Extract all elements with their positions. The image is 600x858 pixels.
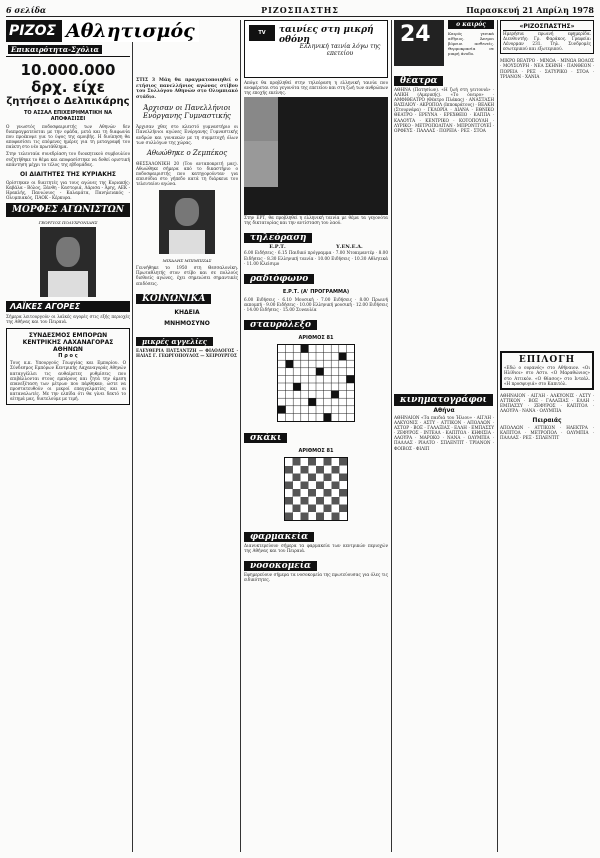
radio-schedule: 6.00 Ειδήσεις · 6.10 Μουσική · 7.00 Ειδήσεις · 8.00 Πρωινή εκπομπή · 9.00 Ειδήσεις · 10.00 Ελληνική μουσική · 12.00 Ειδήσεις · 14.00 Ειδήσεις · 15.00 Συναυλία — [244, 296, 388, 312]
tv-films-title: ταινίες στη μικρή οθόνη — [279, 25, 374, 45]
main-headline: 10.000.000 δρχ. είχε — [20, 61, 116, 96]
theatres-section: θέατρα — [394, 76, 443, 86]
acquittal-title: Αθωώθηκε ο Ζεμπέκος — [146, 148, 228, 157]
athlete-photo-2 — [159, 190, 215, 254]
chess-board — [284, 457, 348, 521]
selection-title: ΕΠΙΛΟΓΗ — [518, 355, 576, 366]
gymnastics-body: Άρχισαν χθες στο κλειστό γυμναστήριο οι Πανελλήνιοι αγώνες Ενόργανης Γυμναστικής ανδρών και γυναικών με τη συμμετοχή όλων των συλλόγων της χώρας. — [136, 124, 238, 145]
tv-icon: TV — [249, 25, 275, 41]
weather-body: Καιρός γενικά αίθριος. Άνεμοι βόρειοι ασθενείς. Θερμοκρασία σε μικρή άνοδο. — [448, 31, 494, 56]
sports-banner — [6, 20, 195, 42]
crossword-svg — [278, 345, 354, 421]
shirt-shape — [48, 271, 88, 297]
cinemas-list: ΑΘΗΝΑΙΟΝ «Τα παιδιά του Ήλιου» · ΑΙΓΛΗ · ΑΛΚΥΟΝΙΣ · ΑΣΤΥ · ΑΤΤΙΚΟΝ · ΑΠΟΛΛΩΝ · ΑΣΤΟΡ · ΒΟΞ · ΓΑΛΑΞΙΑΣ · ΕΛΛΗ · ΕΜΠΑΣΣΥ · ΖΕΦΥΡΟΣ · ΙΝΤΕΑΛ · ΚΑΠΙΤΟΛ · ΚΗΦΙΣΙΑ · ΛΑΟΥΡΑ · ΜΑΡΟΚΟ · ΝΑΝΑ · ΟΛΥΜΠΙΑ · ΠΑΛΛΑΣ · ΡΙΑΛΤΟ · ΣΠΛΕΝΤΙΤ · ΤΡΙΑΝΟΝ · ΦΟΙΒΟΣ · ΦΙΛΙΠ — [394, 415, 494, 451]
masthead-body: Ημερήσια πρωινή εφημερίδα. Διευθυντής: Γρ. Φαράκος. Γραφεία: Λένορμαν 231. Τηλ. Συνδρομές εσωτερικού και εξωτερικού. — [503, 31, 591, 52]
laikes-agores-title: ΛΑΪΚΕΣ ΑΓΟΡΕΣ — [6, 301, 130, 312]
athlete-name-2: ΜΙΧΑΛΗΣ ΜΠΙΜΠΙΖΑΣ — [162, 258, 212, 264]
face-shape — [56, 237, 80, 267]
weather-title: ο καιρός — [448, 20, 494, 29]
cinemas-section: κινηματογράφοι — [394, 394, 493, 406]
crossword-grid — [277, 344, 355, 422]
face-shape — [175, 198, 199, 226]
cinemas-list-2: ΑΘΗΝΑΙΟΝ · ΑΙΓΛΗ · ΑΛΚΥΟΝΙΣ · ΑΣΤΥ · ΑΤΤΙΚΟΝ · ΒΟΞ · ΓΑΛΑΞΙΑΣ · ΕΛΛΗ · ΕΜΠΑΣΣΥ · ΖΕΦΥΡΟΣ · ΚΑΠΙΤΟΛ · ΛΑΟΥΡΑ · ΝΑΝΑ · ΟΛΥΜΠΙΑ — [500, 392, 594, 414]
notice-body: Τους κ.κ. Υπουργούς Γεωργίας και Εμπορίου. Ο Σύνδεσμος Εμπόρων Κεντρικής Λαχαναγοράς Αθηνών καταγγέλλει τις αυθαίρετες ρυθμίσεις που επιβάλλονται στους εμπόρους και ζητά την άμεση επανεξέταση των μέτρων που πάρθηκαν, ώστε να προστατευθούν οι μικροί επαγγελματίες και οι καταναλωτές. Με την ελπίδα ότι θα γίνει δεκτό το αίτημά μας, διατελούμε με τιμή. — [10, 360, 126, 401]
piraeus-list: ΑΠΟΛΛΩΝ · ΑΤΤΙΚΟΝ · ΗΛΕΚΤΡΑ · ΚΑΠΙΤΟΛ · ΜΕΤΡΟΠΟΛ · ΟΛΥΜΠΙΑ · ΠΑΛΛΑΣ · ΡΕΞ · ΣΠΛΕΝΤΙΤ — [500, 425, 594, 441]
listings-column-2 — [500, 20, 594, 852]
main-subheadline: ζητήσει ο Δελπικάρης — [6, 96, 130, 107]
memorial-title: ΜΝΗΜΟΣΥΝΟ — [164, 319, 210, 327]
theatres-list-2: ΜΙΚΡΟ ΒΕΑΤΡΟ · ΜΙΝΩΑ · ΜΙΝΩΑ ΒΟΛΟΣ · ΜΟΥΣΟΥΡΗ · ΝΕΑ ΣΚΗΝΗ · ΠΑΝΘΕΟΝ · ΠΟΡΕΙΑ · ΡΕΞ · ΣΑΤΥΡΙΚΟ · ΣΤΟΑ · ΤΡΙΑΝΟΝ · ΧΑΝΙΑ — [500, 58, 594, 79]
selection-box — [500, 351, 594, 389]
athlete-photo — [40, 227, 96, 297]
24-photo: 24 — [394, 20, 444, 66]
article-body: Ο γνωστός ποδοσφαιριστής των Αθηνών δεν διαπραγματεύεται με την ομάδα, μετά και τη διαφωνία που προέκυψε για το ύψος της αμοιβής. Η διοίκηση θα αποφασίσει τις επόμενες ημέρες για τη μεταγραφή του παίκτη στο νέο πρωτάθλημα. Στην τελευταία συνεδρίαση του διοικητικού συμβουλίου συζητήθηκε το θέμα και αποφασίστηκε να δοθεί οριστική απάντηση μέχρι το τέλος της εβδομάδας. — [6, 124, 130, 167]
column-rule — [132, 20, 133, 852]
column-rule — [240, 20, 241, 852]
athens-subtitle: Αθήνα — [433, 407, 455, 414]
film-caption: Στην ΕΡΤ, θα προβληθεί η ελληνική ταινία με θέμα τα γεγονότα της δικτατορίας και την αντίσταση του λαού. — [244, 215, 388, 226]
column-rule — [497, 20, 498, 852]
masthead-box — [500, 20, 594, 54]
acquittal-body: ΘΕΣΣΑΛΟΝΙΚΗ 20 (Του ανταποκριτή μας). Αθωώθηκε σήμερα από το δικαστήριο ο ποδοσφαιριστής που κατηγορούνταν για επεισόδια στο γήπεδο κατά τη διάρκεια του τελευταίου αγώνα. — [136, 160, 238, 187]
channel-yened: Υ.ΕΝ.Ε.Δ. — [336, 244, 363, 251]
hospitals-section: νοσοκομεία — [244, 561, 317, 571]
pharmacies-body: Διανυκτερεύουν σήμερα τα φαρμακεία των κεντρικών περιοχών της Αθήνας και του Πειραιά. — [244, 543, 388, 554]
tv-section: τηλεόραση — [244, 233, 312, 243]
crossword-number: ΑΡΙΘΜΟΣ 81 — [298, 335, 334, 342]
radio-subtitle: Ε.Ρ.Τ. (Α' ΠΡΟΓΡΑΜΜΑ) — [282, 288, 350, 295]
chess-number: ΑΡΙΘΜΟΣ 81 — [298, 448, 334, 455]
banner-athletismos: Αθλητισμός — [62, 20, 199, 42]
top-block — [394, 20, 494, 68]
face-shape — [244, 141, 278, 187]
notice-title: ΣΥΝΔΕΣΜΟΣ ΕΜΠΟΡΩΝ ΚΕΝΤΡΙΚΗΣ ΛΑΧΑΝΑΓΟΡΑΣ ΑΘΗΝΩΝ — [22, 332, 114, 354]
radio-section: ραδιόφωνο — [244, 274, 314, 284]
athlete-name: ΓΕΩΡΓΙΟΣ ΠΟΛΥΧΡΟΝΙΔΗΣ — [38, 220, 98, 226]
chess-section: σκάκι — [244, 433, 287, 443]
page-number: 6 σελίδα — [6, 5, 47, 15]
laikes-body: Σήμερα λειτουργούν οι λαϊκές αγορές στις εξής περιοχές της Αθήνας και του Πειραιά. — [6, 314, 130, 325]
gymnastics-title: Άρχισαν οι Πανελλήνιοι Ενόργανης Γυμναστικής — [143, 104, 231, 121]
tv-schedule: 6.00 Ειδήσεις · 6.15 Παιδικό πρόγραμμα · 7.00 Ντοκιμαντέρ · 8.00 Ειδήσεις · 8.30 Ελληνική ταινία · 10.00 Ειδήσεις · 10.30 Αθλητικά · 11.00 Κλείσιμο — [244, 250, 388, 266]
crossword-section: σταυρόλεξο — [244, 320, 317, 330]
lead-paragraph: ΣΤΙΣ 3 Μάη θα πραγματοποιηθεί ο ετήσιος πανελλήνιος αγώνας στίβου του Συλλόγου Αθηνών στο Ολυμπιακό στάδιο. — [136, 78, 238, 100]
page-date: Παρασκευή 21 Απρίλη 1978 — [466, 5, 594, 15]
piraeus-subtitle: Πειραιάς — [532, 417, 562, 425]
face-shape — [244, 97, 278, 141]
banner-subtitle: Επικαιρότητα-Σχόλια — [6, 44, 130, 57]
association-notice — [6, 328, 130, 405]
tv-radio-column — [244, 20, 388, 852]
social-section: ΚΟΙΝΩΝΙΚΑ — [136, 294, 211, 304]
pharmacies-section: φαρμακεία — [244, 532, 314, 542]
sports-column-2 — [136, 20, 238, 852]
notice-subtitle: Π ρ ο ς — [58, 353, 78, 360]
theatres-list: ΑΘΗΝΑ (Πατησίων). «Η ζωή στη γειτονιά» · ΑΛΙΚΗ (Αμερικής). «Το όνειρο» · ΑΜΦΙΘΕΑΤΡΟ (Θέατρο Πλάκας) · ΑΝΑΣΤΑΣΗ ΒΑΣΙΛΙΟΥ · ΑΚΡΟΠΟΛ (Ιπποκράτους) · ΒΕΑΚΗ (Στουρνάρα) · ΓΚΛΟΡΙΑ · ΔΙΑΝΑ · ΕΘΝΙΚΟ ΘΕΑΤΡΟ · ΕΡΕΥΝΑ · ΕΡΕΧΘΕΙΟ · ΚΑΠΠΑ · ΚΑΛΟΥΤΑ · ΚΕΝΤΡΙΚΟ · ΚΟΤΟΠΟΥΛΗ · ΛΥΡΙΚΟ · ΜΕΤΡΟΠΟΛΙΤΑΝ · ΜΠΡΟΝΤΓΟΥΕΪ · ΟΡΦΕΥΣ · ΠΑΛΛΑΣ · ΠΟΡΕΙΑ · ΡΕΞ · ΣΤΟΑ — [394, 87, 494, 133]
referees-title: ΟΙ ΔΙΑΙΤΗΤΕΣ ΤΗΣ ΚΥΡΙΑΚΗΣ — [19, 170, 116, 178]
film-still-photo — [244, 97, 388, 215]
tv-films-subtitle: Ελληνική ταινία λόγω της επετείου — [299, 43, 381, 57]
referees-body: Ορίστηκαν οι διαιτητές για τους αγώνες της Κυριακής: Καβάλα - Βόλος, Ξάνθη - Καστοριά, Λάρισα - Άρης, ΑΕΚ - Ηρακλής, Πανιώνιος - Καλαμάτα, Πανηλειακός - Ολυμπιακός, ΠΑΟΚ - Κέρκυρα. — [6, 179, 130, 201]
paper-name: ΡΙΖΟΣΠΑΣΤΗΣ — [261, 5, 339, 15]
classifieds-body: ΕΛΕΥΘΕΡΙΑ ΠΑΤΣΑΝΤΖΗ — ΦΙΛΟΛΟΓΟΣ · ΗΛΙΑΣ Γ. ΓΕΩΡΓΟΠΟΥΛΟΣ — ΧΕΙΡΟΥΡΓΟΣ — [136, 347, 238, 358]
shirt-shape — [169, 230, 205, 254]
tv-films-body: Απόψε θα προβληθεί στην τηλεόραση η ελληνική ταινία που αναφέρεται στα γεγονότα της επετείου και στη ζωή των ανθρώπων της εποχής εκείνης. — [244, 80, 388, 96]
athlete-bio: Γεννήθηκε το 1950 στη Θεσσαλονίκη. Πρωταθλητής στον στίβο και σε πολλούς διεθνείς αγώνες, έχει σημειώσει σημαντικές επιδόσεις. — [136, 265, 238, 286]
morfes-agoniston-banner: ΜΟΡΦΕΣ ΑΓΩΝΙΣΤΩΝ — [6, 203, 130, 217]
listings-column — [394, 20, 494, 852]
masthead-title: «ΡΙΖΟΣΠΑΣΤΗΣ» — [503, 23, 591, 31]
channel-ert: Ε.Ρ.Τ. — [269, 244, 286, 251]
tv-films-header — [244, 20, 388, 78]
selection-body: «Εδώ ο ουρανός» στο Αθήναιον. «Οι Ηλίθιοι» στο Αστυ. «Ο Μαραθώνιος» στο Αττικόν. «Ο Θίασος» στο Ιντεάλ. «Η προσφυγιά» στο Καπιτόλ. — [504, 365, 590, 386]
classifieds-title: μικρές αγγελίες — [136, 337, 213, 346]
funeral-title: ΚΗΔΕΙΑ — [174, 308, 200, 316]
banner-rizos: ΡΙΖΟΣ — [9, 23, 57, 39]
hospitals-body: Εφημερεύουν σήμερα τα νοσοκομεία της πρωτεύουσας για όλες τις ειδικότητες. — [244, 572, 388, 583]
headline-kicker: ΤΟ ΑΣΣΑΛ ΕΠΙΧΕΙΡΗΜΑΤΙΚΗ ΝΑ ΑΠΟΦΑΣΙΣΕΙ — [24, 110, 112, 122]
column-rule — [391, 20, 392, 852]
page-header — [6, 4, 594, 17]
